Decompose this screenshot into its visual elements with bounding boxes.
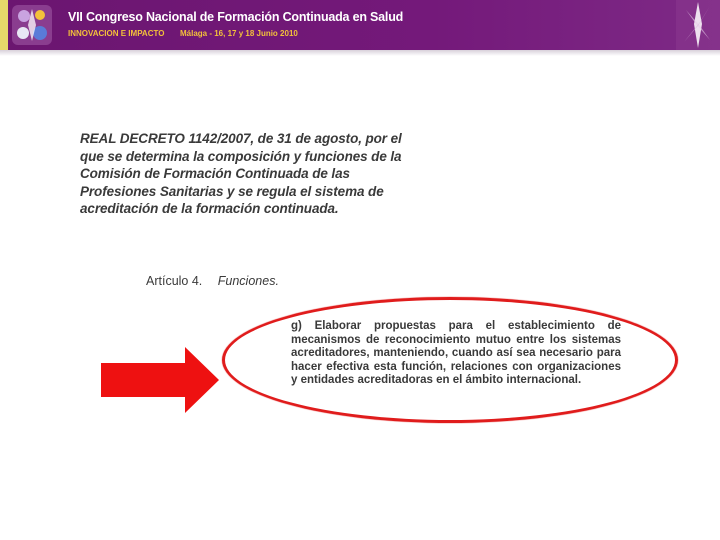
congress-logo-icon (10, 3, 54, 47)
banner-accent-strip (0, 0, 8, 50)
article-title: Funciones. (217, 274, 279, 288)
congress-motto: INNOVACION E IMPACTO (68, 29, 165, 38)
header-banner (0, 0, 720, 51)
congress-date-location: Málaga - 16, 17 y 18 Junio 2010 (180, 29, 298, 38)
article-heading (146, 274, 279, 288)
banner-shadow (0, 50, 720, 56)
paragraph-text: g) Elaborar propuestas para el establecimiento de mecanismos de reconocimiento mutuo entre los sistemas acreditadores, manteniendo, cuando así sea necesario para hacer efectiva esta función, relaciones con organizaciones y entidades acreditadoras en el ámbito internacional. (291, 320, 621, 386)
highlight-ellipse (222, 297, 678, 423)
decorative-sparkle-icon (676, 0, 720, 50)
right-arrow-icon (101, 347, 219, 413)
congress-title: VII Congreso Nacional de Formación Continuada en Salud (68, 10, 404, 24)
article-number: Artículo 4. (146, 274, 203, 288)
decree-title: REAL DECRETO 1142/2007, de 31 de agosto, por el que se determina la composición y funciones de la Comisión de Formación Continuada de las Profesiones Sanitarias y se regula el sistema de acreditación de la formación continuada. (80, 131, 402, 216)
